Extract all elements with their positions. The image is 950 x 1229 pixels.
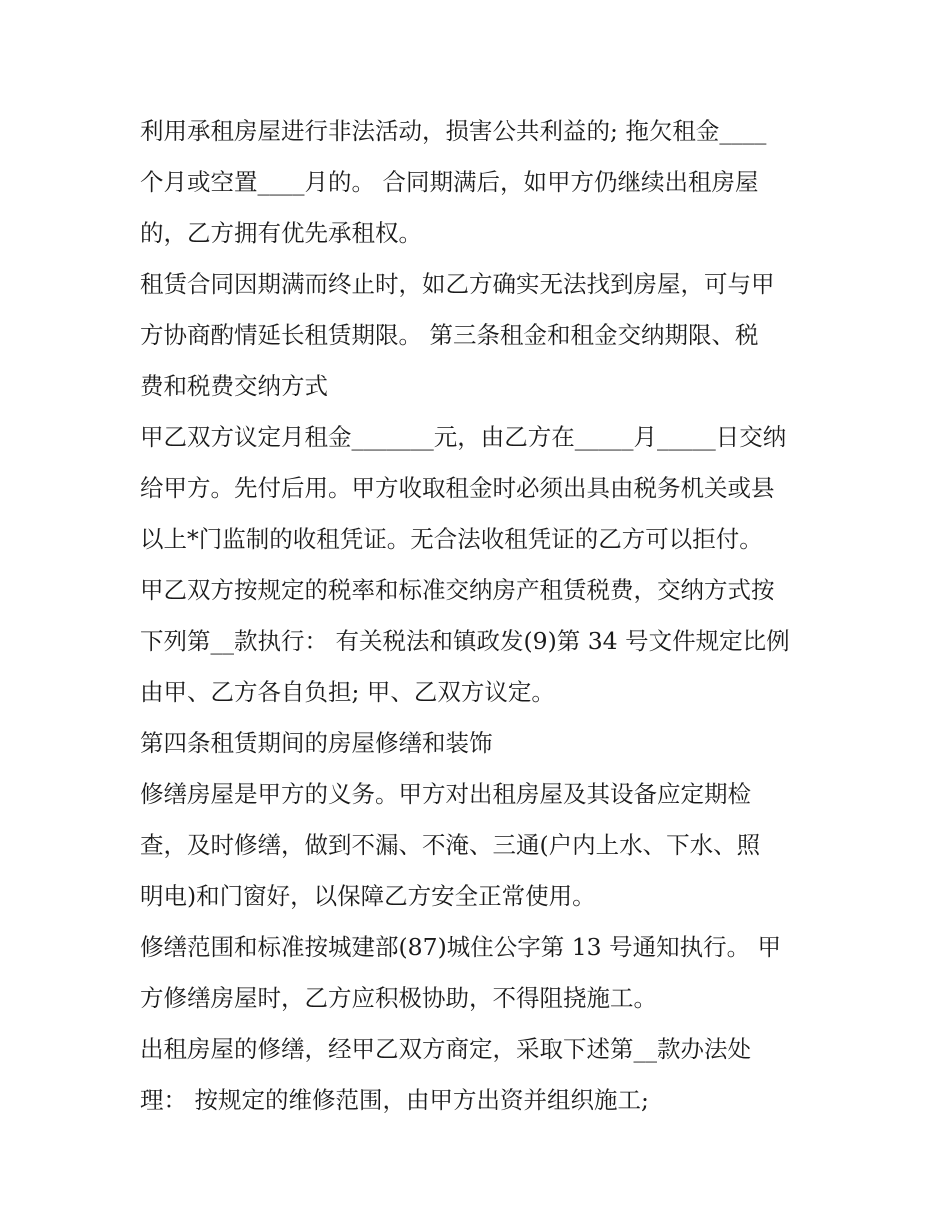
contract-text xyxy=(140,106,830,1126)
text-line: 修缮范围和标准按城建部(87)城住公字第 13 号通知执行。 甲 xyxy=(140,933,782,961)
text-line: 的，乙方拥有优先承租权。 xyxy=(140,219,422,247)
text-line: 甲乙双方按规定的税率和标准交纳房产租赁税费，交纳方式按 xyxy=(140,576,775,604)
text-line: 出租房屋的修缮，经甲乙双方商定，采取下述第__款办法处 xyxy=(140,1035,751,1063)
text-line: 修缮房屋是甲方的义务。甲方对出租房屋及其设备应定期检 xyxy=(140,780,751,808)
text-line: 方协商酌情延长租赁期限。 第三条租金和租金交纳期限、税 xyxy=(140,321,759,349)
text-line: 费和税费交纳方式 xyxy=(140,372,328,400)
text-line: 利用承租房屋进行非法活动，损害公共利益的; 拖欠租金____ xyxy=(140,117,767,145)
section-heading: 第四条租赁期间的房屋修缮和装饰 xyxy=(140,729,493,757)
text-line: 理： 按规定的维修范围，由甲方出资并组织施工; xyxy=(140,1086,649,1114)
text-line: 给甲方。先付后用。甲方收取租金时必须出具由税务机关或县 xyxy=(140,474,775,502)
text-line: 以上*门监制的收租凭证。无合法收租凭证的乙方可以拒付。 xyxy=(140,525,763,553)
text-line: 租赁合同因期满而终止时，如乙方确实无法找到房屋，可与甲 xyxy=(140,270,775,298)
text-line: 下列第__款执行： 有关税法和镇政发(9)第 34 号文件规定比例 xyxy=(140,627,790,655)
text-line: 甲乙双方议定月租金_______元，由乙方在_____月_____日交纳 xyxy=(140,423,787,451)
text-line: 查，及时修缮，做到不漏、不淹、三通(户内上水、下水、照 xyxy=(140,831,761,859)
text-line: 明电)和门窗好，以保障乙方安全正常使用。 xyxy=(140,882,596,910)
text-line: 由甲、乙方各自负担; 甲、乙双方议定。 xyxy=(140,678,555,706)
text-line: 个月或空置____月的。 合同期满后，如甲方仍继续出租房屋 xyxy=(140,168,759,196)
text-line: 方修缮房屋时，乙方应积极协助，不得阻挠施工。 xyxy=(140,984,657,1012)
